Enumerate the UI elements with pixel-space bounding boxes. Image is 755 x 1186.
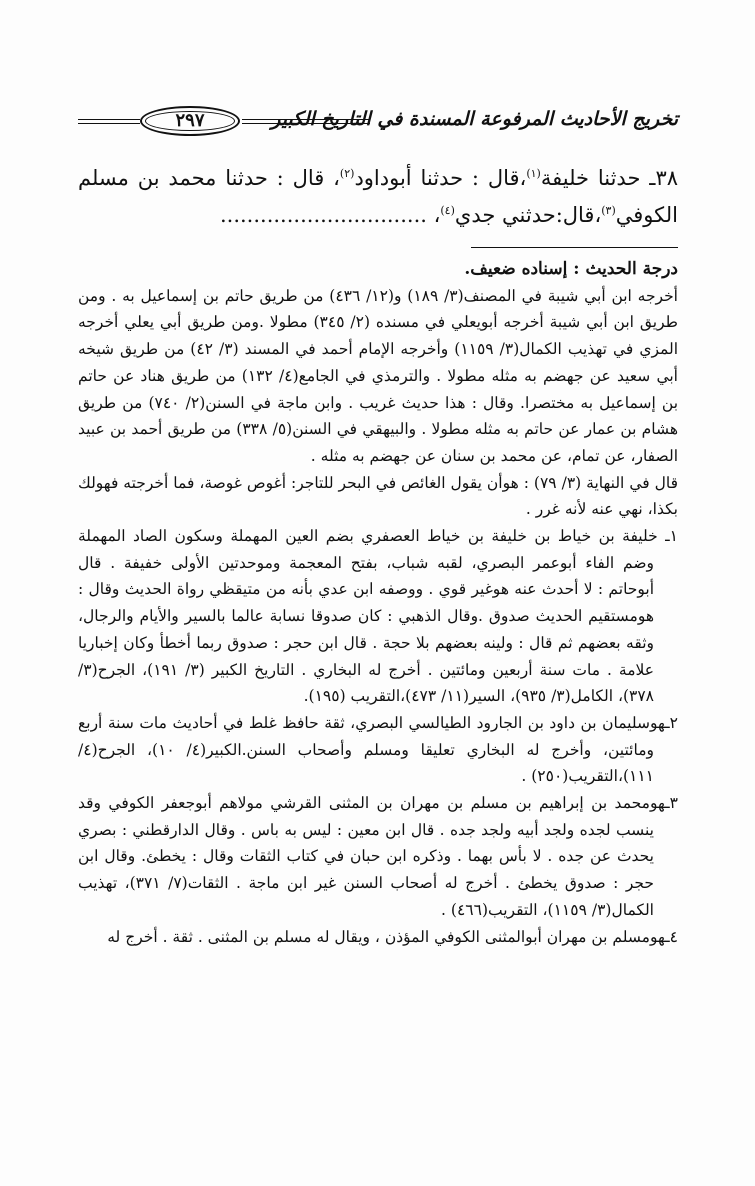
footnote-number: ٤ـ (665, 927, 678, 946)
footnotes-section (78, 256, 678, 950)
footnote-text: هومحمد بن إبراهيم بن مسلم بن مهران بن المثنى القرشي مولاهم أبوجعفر الكوفي وقد ينسب لجده ولجد أبيه ولجد جده . قال ابن معين : ليس به باس . وقال الدارقطني : بصري يحدث عن جده . لا بأس بهما . وذكره ابن حبان في كتاب الثقات وقال : يخطئ. وقال ابن حجر : صدوق يخطئ . أخرج له أصحاب السنن غير ابن ماجة . الثقات(٧/ ٣٧١)، تهذيب الكمال(٣/ ١١٥٩)، التقريب(٤٦٦) . (78, 794, 666, 919)
footnote-text: هومسلم بن مهران أبوالمثنى الكوفي المؤذن ، ويقال له مسلم بن المثنى . ثقة . أخرج له (107, 927, 666, 946)
book-title: تخريج الأحاديث المرفوعة المسندة في التاريخ الكبير (271, 108, 678, 130)
footnote-4 (78, 924, 678, 951)
hadith-grade: درجة الحديث : إسناده ضعيف. (464, 259, 678, 279)
nihaya-paragraph: قال في النهاية (٣/ ٧٩) : هوأن يقول الغائص في البحر للتاجر: أغوص غوصة، فما أخرجته فهولك بكذا، نهي عنه لأنه غرر . (78, 473, 678, 519)
header-rule-left (78, 119, 140, 124)
footnote-number: ٣ـ (665, 794, 678, 813)
hadith-chain-4: ،قال:حدثني جدي (454, 203, 602, 227)
footnote-ref-4: (٤) (440, 204, 455, 217)
running-header (78, 104, 678, 144)
page-number: ٢٩٧ (175, 110, 205, 131)
footnote-ref-3: (٣) (601, 204, 616, 217)
footnote-text: خليفة بن خياط بن خليفة بن خياط العصفري بضم العين المهملة وسكون الصاد المهملة وضم الفاء أبوعمر البصري، لقبه شباب، بفتح المعجمة وموحدتين الأولى خفيفة . قال أبوحاتم : لا أحدث عنه هوغير قوي . ووصفه ابن عدي بأنه من متيقظي رواة الحديث وقال : هومستقيم الحديث صدوق .وقال الذهبي : كان صدوقا نسابة عالما بالسير والأيام والرجال، وثقه بعضهم ثم قال : ولينه بعضهم بلا حجة . قال ابن حجر : صدوق ربما أخطأ وكان إخباريا علامة . مات سنة أربعين ومائتين . أخرج له البخاري . التاريخ الكبير (٣/ ١٩١)، الجرح(٣/ ٣٧٨)، الكامل(٣/ ٩٣٥)، السير(١١/ ٤٧٣)،التقريب (١٩٥). (78, 527, 658, 706)
hadith-number: ٣٨ (655, 166, 678, 190)
footnote-1 (78, 523, 678, 710)
hadith-ellipsis: ، ............................... (219, 203, 441, 227)
footnote-number: ١ـ (665, 527, 678, 546)
hadith-chain-2: ،قال : حدثنا أبوداود (354, 166, 527, 190)
footnote-3 (78, 790, 678, 924)
footnote-separator (471, 247, 678, 248)
header-rule-right (242, 119, 370, 124)
hadith-chain-1: ـ حدثنا خليفة (540, 166, 656, 190)
hadith-chain-3: ، قال : حدثنا محمد بن مسلم الكوفي (78, 166, 678, 227)
hadith-paragraph (78, 160, 678, 234)
footnote-number: ٢ـ (665, 713, 678, 732)
footnote-ref-2: (٢) (339, 167, 355, 180)
takhrij-paragraph: أخرجه ابن أبي شيبة في المصنف(٣/ ١٨٩) و(١٢/ ٤٣٦) من طريق حاتم بن إسماعيل به . ومن طريق ابن أبي شيبة أخرجه أبويعلي في مسنده (٢/ ٣٤٥) مطولا .ومن طريق أبي يعلي أخرجه المزي في تهذيب الكمال(٣/ ١١٥٩) وأخرجه الإمام أحمد في المسند (٣/ ٤٢) من طريق شيخه أبي سعيد عن جهضم به مثله مطولا . والترمذي في الجامع(٤/ ١٣٢) من طريق هناد عن حاتم بن إسماعيل به مختصرا. وقال : هذا حديث غريب . وابن ماجة في السنن(٢/ ٧٤٠) من طريق هشام بن عمار عن حاتم به مثله مطولا . والبيهقي في السنن(٥/ ٣٣٨) من طريق أحمد بن عبيد الصفار، عن تمام، عن محمد بن سنان عن جهضم به مثله . (78, 286, 679, 465)
footnote-2 (78, 710, 678, 790)
footnote-ref-1: (١) (526, 167, 541, 180)
hadith-text (78, 160, 678, 234)
footnote-text: هوسليمان بن داود بن الجارود الطيالسي البصري، ثقة حافظ غلط في أحاديث مات سنة أربع ومائتين، وأخرج له البخاري تعليقا ومسلم وأصحاب السنن.الكبير(٤/ ١٠)، الجرح(٤/ ١١١)،التقريب(٢٥٠) . (78, 713, 666, 786)
page-number-badge (140, 106, 240, 136)
